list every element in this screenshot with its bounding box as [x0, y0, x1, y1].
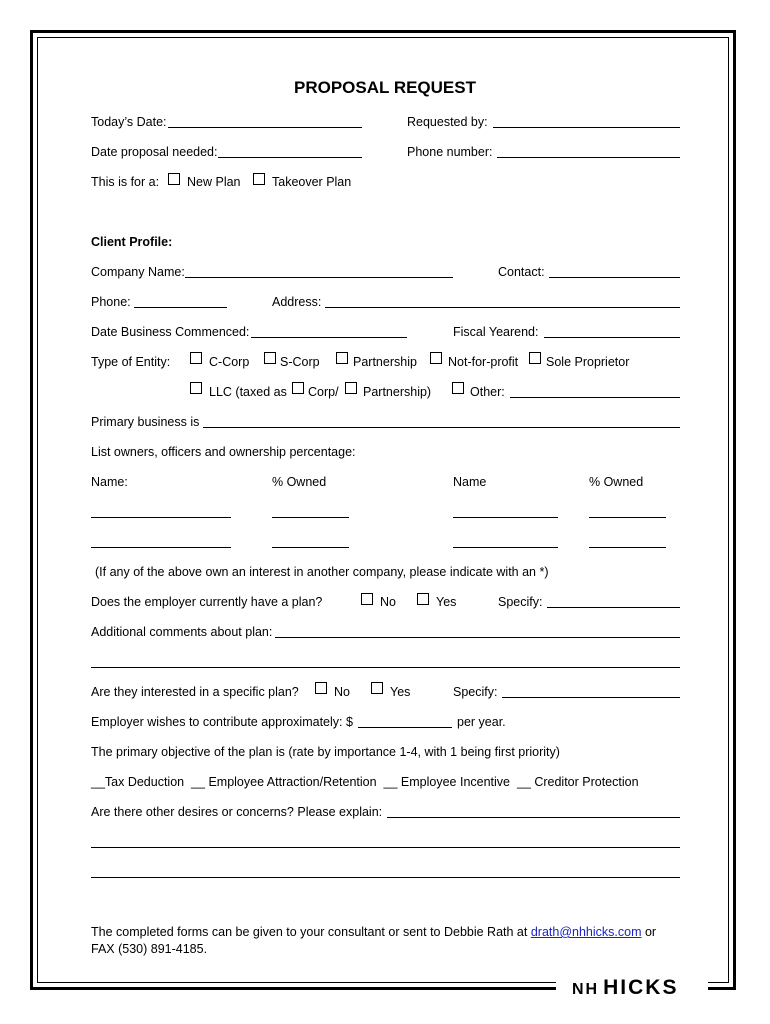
new-plan-checkbox[interactable]: [168, 173, 180, 185]
current-plan-specify-field[interactable]: [547, 607, 680, 608]
interested-yes-label: Yes: [390, 685, 411, 699]
owner-percent-field[interactable]: [272, 517, 349, 518]
takeover-plan-label: Takeover Plan: [272, 175, 352, 189]
phone-label: Phone:: [91, 295, 131, 309]
interested-yes-checkbox[interactable]: [371, 682, 383, 694]
owner-percent-header-1: % Owned: [272, 475, 327, 489]
current-plan-specify-label: Specify:: [498, 595, 543, 609]
contribute-amount-field[interactable]: [358, 727, 452, 728]
company-name-label: Company Name:: [91, 265, 185, 279]
this-is-for-label: This is for a:: [91, 175, 160, 189]
interested-question: Are they interested in a specific plan?: [91, 685, 299, 699]
llc-corp-checkbox[interactable]: [292, 382, 304, 394]
address-label: Address:: [272, 295, 322, 309]
fiscal-yearend-field[interactable]: [544, 337, 680, 338]
current-plan-no-checkbox[interactable]: [361, 593, 373, 605]
scorp-checkbox[interactable]: [264, 352, 276, 364]
owner-percent-field[interactable]: [272, 547, 349, 548]
date-needed-label: Date proposal needed:: [91, 145, 218, 159]
phone-number-field[interactable]: [497, 157, 680, 158]
current-plan-no-label: No: [380, 595, 396, 609]
llc-checkbox[interactable]: [190, 382, 202, 394]
ccorp-checkbox[interactable]: [190, 352, 202, 364]
llc-partnership-label: Partnership): [363, 385, 432, 399]
owners-list-label: List owners, officers and ownership percentage:: [91, 445, 356, 459]
sole-proprietor-checkbox[interactable]: [529, 352, 541, 364]
current-plan-yes-checkbox[interactable]: [417, 593, 429, 605]
todays-date-field[interactable]: [168, 127, 362, 128]
nh-hicks-logo: [572, 976, 678, 1000]
concerns-field-continued[interactable]: [91, 877, 680, 878]
contact-label: Contact:: [498, 265, 545, 279]
llc-partnership-checkbox[interactable]: [345, 382, 357, 394]
contribute-label: Employer wishes to contribute approximately: $: [91, 715, 353, 729]
objectives-list: __Tax Deduction __ Employee Attraction/Retention __ Employee Incentive __ Creditor Protection: [91, 775, 639, 789]
requested-by-label: Requested by:: [407, 115, 488, 129]
footer-instructions: [91, 924, 656, 958]
logo-hicks: HICKS: [603, 976, 679, 999]
concerns-field[interactable]: [387, 817, 680, 818]
owner-percent-field[interactable]: [589, 547, 666, 548]
interest-note: (If any of the above own an interest in another company, please indicate with an *): [95, 565, 549, 579]
footer-text-after: or: [641, 925, 657, 939]
contact-field[interactable]: [549, 277, 680, 278]
date-needed-field[interactable]: [218, 157, 362, 158]
ccorp-label: C-Corp: [209, 355, 250, 369]
current-plan-question: Does the employer currently have a plan?: [91, 595, 323, 609]
phone-number-label: Phone number:: [407, 145, 493, 159]
sole-proprietor-label: Sole Proprietor: [546, 355, 630, 369]
other-entity-label: Other:: [470, 385, 505, 399]
page-title: PROPOSAL REQUEST: [294, 78, 476, 97]
comments-field[interactable]: [275, 637, 680, 638]
primary-business-label: Primary business is: [91, 415, 200, 429]
owner-percent-header-2: % Owned: [589, 475, 644, 489]
interested-no-checkbox[interactable]: [315, 682, 327, 694]
type-of-entity-label: Type of Entity:: [91, 355, 171, 369]
llc-label: LLC (taxed as: [209, 385, 287, 399]
date-commenced-label: Date Business Commenced:: [91, 325, 250, 339]
owner-percent-field[interactable]: [589, 517, 666, 518]
owner-name-field[interactable]: [453, 517, 558, 518]
footer-text-before: The completed forms can be given to your consultant or sent to Debbie Rath at: [91, 925, 531, 939]
owner-name-header-2: Name: [453, 475, 487, 489]
other-entity-field[interactable]: [510, 397, 680, 398]
owner-name-field[interactable]: [91, 517, 231, 518]
interested-specify-field[interactable]: [502, 697, 680, 698]
llc-corp-label: Corp/: [308, 385, 339, 399]
owner-name-field[interactable]: [453, 547, 558, 548]
scorp-label: S-Corp: [280, 355, 320, 369]
not-for-profit-label: Not-for-profit: [448, 355, 519, 369]
per-year-label: per year.: [457, 715, 506, 729]
objective-label: The primary objective of the plan is (rate by importance 1-4, with 1 being first priority): [91, 745, 560, 759]
primary-business-field[interactable]: [203, 427, 680, 428]
email-link[interactable]: drath@nhhicks.com: [530, 925, 642, 939]
comments-label: Additional comments about plan:: [91, 625, 273, 639]
partnership-checkbox[interactable]: [336, 352, 348, 364]
client-profile-heading: Client Profile:: [91, 235, 173, 249]
todays-date-label: Today’s Date:: [91, 115, 167, 129]
phone-field[interactable]: [134, 307, 227, 308]
requested-by-field[interactable]: [493, 127, 680, 128]
logo-nh: NH: [572, 981, 600, 998]
other-entity-checkbox[interactable]: [452, 382, 464, 394]
concerns-label: Are there other desires or concerns? Please explain:: [91, 805, 383, 819]
company-name-field[interactable]: [185, 277, 453, 278]
current-plan-yes-label: Yes: [436, 595, 457, 609]
comments-field-continued[interactable]: [91, 667, 680, 668]
fiscal-yearend-label: Fiscal Yearend:: [453, 325, 539, 339]
new-plan-label: New Plan: [187, 175, 241, 189]
date-commenced-field[interactable]: [251, 337, 407, 338]
interested-specify-label: Specify:: [453, 685, 498, 699]
interested-no-label: No: [334, 685, 350, 699]
partnership-label: Partnership: [353, 355, 417, 369]
concerns-field-continued[interactable]: [91, 847, 680, 848]
owner-name-field[interactable]: [91, 547, 231, 548]
owner-name-header-1: Name:: [91, 475, 128, 489]
fax-number: FAX (530) 891-4185.: [91, 942, 208, 956]
takeover-plan-checkbox[interactable]: [253, 173, 265, 185]
address-field[interactable]: [325, 307, 680, 308]
not-for-profit-checkbox[interactable]: [430, 352, 442, 364]
